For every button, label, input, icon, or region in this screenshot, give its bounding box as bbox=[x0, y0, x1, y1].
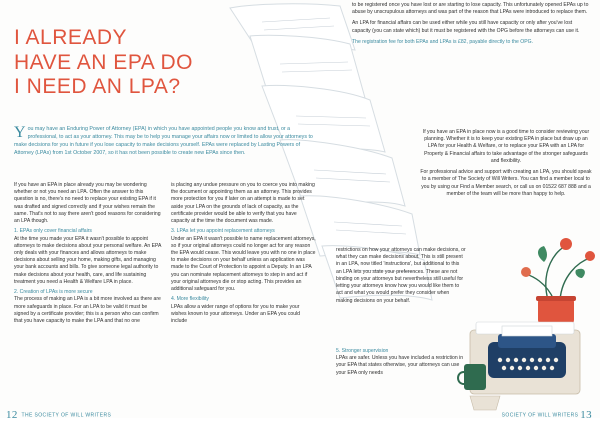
body-column-3-bottom bbox=[336, 346, 466, 380]
intro-paragraph bbox=[14, 126, 314, 158]
col1-paragraph-2: At the time you made your EPA it wasn't possible to appoint attorneys to make decisions about your personal welfare. An EPA only deals with your finances and allows attorneys to make decisions about selling your home, making gifts, and managing your bank accounts and bills. To give someone legal authority to make decisions about your health, care, and life sustaining treatment you need a Health & Welfare LPA in place. bbox=[14, 235, 162, 285]
col3-paragraph-1: restrictions on how your attorneys can make decisions, or what they can make decisions about. This is still present in an LPA, now titled 'instructions', but additional to this an LPA lets you state your preferences. These are not binding on your attorneys but nevertheless still useful for letting your attorneys know how you would like them to act and what you would prefer they consider when making decisions on your behalf. bbox=[336, 247, 466, 304]
headline-line-1: I ALREADY bbox=[14, 26, 128, 49]
col1-heading-1: 1. EPAs only cover financial affairs bbox=[14, 228, 92, 235]
page-number-left: 12 bbox=[6, 409, 18, 421]
intro-text: ou may have an Enduring Power of Attorney (EPA) in which you have appointed people you know and trust, or a professional, to act as your attorney. This may be to help you manage your affairs now or limited to allow your attorneys to make decisions for you in future if you lose capacity to make decisions yourself. EPAs were replaced by Lasting Powers of Attorney (LPAs) from 1st October 2007, so it has not been possible to create new EPAs since then. bbox=[14, 126, 313, 156]
page-headline bbox=[14, 26, 214, 100]
footer-left bbox=[6, 409, 111, 421]
body-column-1 bbox=[14, 182, 162, 328]
body-column-3 bbox=[336, 247, 466, 308]
col2-paragraph-1: is placing any undue pressure on you to coerce you into making the document or appointing them as an attorney. This provides more protection for you if later on an attempt is made to set aside your LPA on the grounds of lack of capacity, as the certificate provider would be able to verify that you have capacity at the time the document was made. bbox=[171, 182, 315, 225]
review-paragraph: If you have an EPA in place now is a good time to consider reviewing your planning. Whether it is to keep your existing EPA in place but draw up an LPA for your Health & Welfare, or to replace your EPA with an LPA for Property & Financial affairs to take advantage of the stronger safeguards and flexibility. bbox=[422, 129, 590, 164]
col1-heading-2: 2. Creation of LPAs is more secure bbox=[14, 289, 93, 296]
footer-right-text: SOCIETY OF WILL WRITERS bbox=[501, 412, 579, 419]
right-paragraph-2: An LPA for financial affairs can be used either while you still have capacity or only after you've lost capacity (you can state which) but it must be registered with the OPG before the attorneys can use it. bbox=[352, 20, 580, 34]
col3-paragraph-2: LPAs are safer. Unless you have included a restriction in your EPA that states otherwise, your attorneys can use your EPA only needs bbox=[336, 355, 464, 376]
right-column-middle bbox=[420, 129, 592, 202]
page-number-right: 13 bbox=[580, 409, 592, 421]
headline-line-2: HAVE AN EPA DO bbox=[14, 50, 193, 74]
col2-paragraph-2: Under an EPA it wasn't possible to name replacement attorneys, so if your original attorneys could no longer act for any reason the EPA would cease. This would leave you with no one in place to make decisions on your behalf unless an application was made to the Court of Protection to appoint a Deputy. In an LPA you can nominate replacement attorneys to step in and act if your original attorneys die or stop acting. This provides an additional safeguard for you. bbox=[171, 235, 316, 293]
advice-paragraph: For professional advice and support with creating an LPA, you should speak to a member of The Society of Will Writers. You can find a member local to you by using our Find a Member search, or call us on 01522 687 888 and a member of the team will be more than happy to help. bbox=[420, 169, 592, 197]
headline-line-3: I NEED AN LPA? bbox=[14, 75, 181, 99]
drop-cap: Y bbox=[14, 124, 26, 141]
col2-heading-1: 3. LPAs let you appoint replacement attorneys bbox=[171, 228, 275, 235]
body-column-2 bbox=[171, 182, 316, 328]
col1-paragraph-1: If you have an EPA in place already you may be wondering whether or not you need an LPA. Often the answer to this question is no, there's no need to replace your existing EPA if it was drafted and signed correctly and if your wishes remain the same. That's not to say there aren't good reasons for considering an LPA though. bbox=[14, 182, 161, 225]
footer-right bbox=[502, 409, 594, 421]
footer-left-text: THE SOCIETY OF WILL WRITERS bbox=[21, 412, 112, 419]
right-column-top bbox=[352, 2, 590, 50]
col3-heading-1: 5. Stronger supervision bbox=[336, 348, 389, 354]
registration-fee-note: The registration fee for both EPAs and LPAs is £82, payable directly to the OPG. bbox=[352, 38, 534, 45]
col1-paragraph-3: The process of making an LPA is a bit more involved as there are more safeguards in place. For an LPA to be valid it must be signed by a certificate provider; this is a person who can confirm that you have capacity to make the LPA and that no one bbox=[14, 296, 161, 324]
col2-heading-2: 4. More flexibility bbox=[171, 296, 209, 303]
col2-paragraph-3: LPAs allow a wider range of options for you to make your wishes known to your attorneys. Under an EPA you could include bbox=[171, 303, 301, 324]
right-paragraph-1: to be registered once you have lost or are starting to lose capacity. This unfortunately opened EPAs up to abuse by unscrupulous attorneys and was part of the reason that LPAs were introduced to replace them. bbox=[352, 2, 589, 16]
